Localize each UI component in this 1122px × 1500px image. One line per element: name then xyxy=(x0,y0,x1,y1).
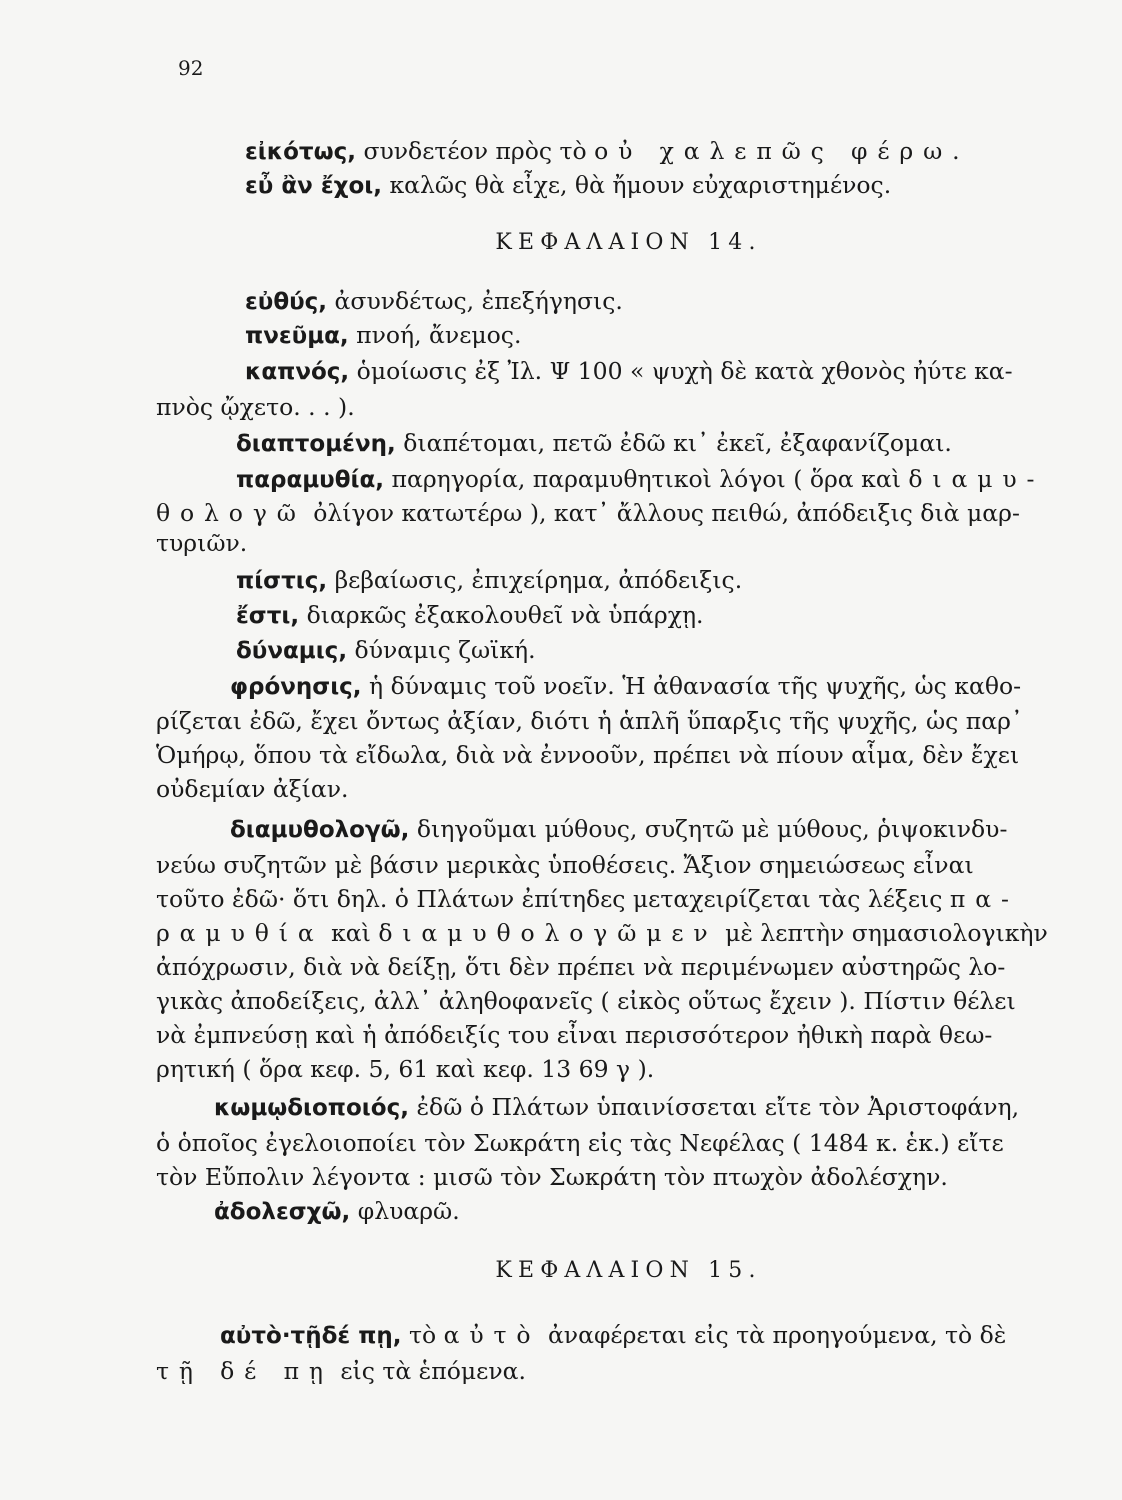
headword: εὖ ἂν ἔχοι, xyxy=(245,173,382,199)
spaced-term: θολογῶ xyxy=(156,499,306,527)
headword: ἀδολεσχῶ, xyxy=(214,1199,351,1225)
entry-phronesis xyxy=(230,671,1021,701)
headword: πνεῦμα, xyxy=(245,323,349,349)
gloss: ἀναφέρεται εἰς τὰ προηγούμενα, τὸ δὲ xyxy=(547,1321,1007,1349)
spaced-term: αὐτὸ xyxy=(443,1321,541,1349)
text-line: τὸν Εὔπολιν λέγοντα : μισῶ τὸν Σωκράτη τὸν πτωχὸν ἀδολέσχην. xyxy=(156,1163,948,1191)
gloss: δύναμις ζωϊκή. xyxy=(354,636,536,664)
text-line: Ὁμήρῳ, ὅπου τὰ εἴδωλα, διὰ νὰ ἐννοοῦν, πρέπει νὰ πίουν αἷμα, δὲν ἔχει xyxy=(156,741,1020,769)
text-line: νεύω συζητῶν μὲ βάσιν μερικὰς ὑποθέσεις. Ἄξιον σημειώσεως εἶναι xyxy=(156,851,974,879)
text-line: πνὸς ᾤχετο. . . ). xyxy=(156,393,355,421)
headword: πίστις, xyxy=(236,568,328,594)
gloss: βεβαίωσις, ἐπιχείρημα, ἀπόδειξις. xyxy=(334,566,743,594)
spaced-term: διαμυ- xyxy=(908,465,1045,493)
gloss: ἐδῶ ὁ Πλάτων ὑπαινίσσεται εἴτε τὸν Ἀριστοφάνη, xyxy=(416,1093,1020,1121)
gloss: τοῦτο ἐδῶ· ὅτι δηλ. ὁ Πλάτων ἐπίτηδες μεταχειρίζεται τὰς λέξεις xyxy=(156,885,943,913)
entry-diaptomene xyxy=(236,428,952,458)
gloss: εἰς τὰ ἑπόμενα. xyxy=(340,1357,526,1385)
text-line: ρητική ( ὅρα κεφ. 5, 61 καὶ κεφ. 13 69 γ ). xyxy=(156,1055,655,1083)
gloss: φλυαρῶ. xyxy=(357,1197,460,1225)
entry-pistis xyxy=(236,565,742,595)
entry-adoleschο xyxy=(214,1196,460,1226)
spaced-term: τῇ δέ πῃ xyxy=(156,1357,333,1385)
gloss: ὀλίγον κατωτέρω ), κατ᾽ ἄλλους πειθώ, ἀπόδειξις διὰ μαρ- xyxy=(313,499,1020,527)
gloss: διαπέτομαι, πετῶ ἐδῶ κι᾽ ἐκεῖ, ἐξαφανίζομαι. xyxy=(403,429,952,457)
chapter-heading-14: ΚΕΦΑΛΑΙΟΝ 14. xyxy=(495,230,762,255)
gloss: καὶ xyxy=(331,919,371,947)
gloss: διηγοῦμαι μύθους, συζητῶ μὲ μύθους, ῥιψοκινδυ- xyxy=(416,815,1008,843)
chapter-heading-15: ΚΕΦΑΛΑΙΟΝ 15. xyxy=(495,1258,762,1283)
gloss: τὸ xyxy=(409,1321,437,1349)
entry-paramythia xyxy=(236,464,1044,494)
headword: ἔστι, xyxy=(236,603,300,629)
text-line xyxy=(156,1356,526,1386)
text-line: οὐδεμίαν ἀξίαν. xyxy=(156,775,349,803)
entry-pneuma xyxy=(245,320,521,350)
text-line: νὰ ἐμπνεύσῃ καὶ ἡ ἀπόδειξίς του εἶναι περισσότερον ἠθικὴ παρὰ θεω- xyxy=(156,1021,993,1049)
text-line xyxy=(156,498,1020,528)
headword: εἰκότως, xyxy=(245,139,356,165)
entry-dynamis xyxy=(236,635,536,665)
entry-diamythologo xyxy=(230,814,1007,844)
headword: παραμυθία, xyxy=(236,467,385,493)
gloss: παρηγορία, παραμυθητικοὶ λόγοι ( ὅρα καὶ xyxy=(391,465,901,493)
entry-auto-tede-pe xyxy=(220,1320,1006,1350)
gloss: ἡ δύναμις τοῦ νοεῖν. Ἡ ἀθανασία τῆς ψυχῆς, ὡς καθο- xyxy=(369,672,1022,700)
gloss: συνδετέον πρὸς τὸ xyxy=(363,137,587,165)
headword: διαπτομένη, xyxy=(236,431,396,457)
headword: δύναμις, xyxy=(236,638,348,664)
gloss: ὁμοίωσις ἐξ Ἰλ. Ψ 100 « ψυχὴ δὲ κατὰ χθονὸς ἠύτε κα- xyxy=(356,357,1013,385)
gloss: ἀσυνδέτως, ἐπεξήγησις. xyxy=(334,287,623,315)
gloss: μὲ λεπτὴν σημασιολογικὴν xyxy=(725,919,1048,947)
page-number: 92 xyxy=(178,56,204,80)
text-line: ἀπόχρωσιν, διὰ νὰ δείξῃ, ὅτι δὲν πρέπει νὰ περιμένωμεν αὐστηρῶς λο- xyxy=(156,953,1006,981)
spaced-quote: οὐ χαλεπῶς φέρω. xyxy=(594,137,970,165)
spaced-term: διαμυθολογῶμεν xyxy=(378,919,718,947)
headword: διαμυθολογῶ, xyxy=(230,817,410,843)
entry-eikotos xyxy=(245,136,969,166)
headword: καπνός, xyxy=(245,359,350,385)
headword: αὐτὸ·τῇδέ πῃ, xyxy=(220,1323,402,1349)
headword: εὐθύς, xyxy=(245,289,328,315)
text-line: ὁ ὁποῖος ἐγελοιοποίει τὸν Σωκράτη εἰς τὰς Νεφέλας ( 1484 κ. ἑκ.) εἴτε xyxy=(156,1129,1004,1157)
entry-eu-an-echoi xyxy=(245,170,891,200)
text-line xyxy=(156,918,1048,948)
text-line: γικὰς ἀποδείξεις, ἀλλ᾽ ἀληθοφανεῖς ( εἰκὸς οὕτως ἔχειν ). Πίστιν θέλει xyxy=(156,987,1016,1015)
entry-euthys xyxy=(245,286,623,316)
headword: κωμῳδιοποιός, xyxy=(214,1095,409,1121)
headword: φρόνησις, xyxy=(230,674,362,700)
gloss: καλῶς θὰ εἶχε, θὰ ἤμουν εὐχαριστημένος. xyxy=(389,171,892,199)
entry-kapnos xyxy=(245,356,1013,386)
gloss: πνοή, ἄνεμος. xyxy=(356,321,522,349)
text-line: τυριῶν. xyxy=(156,529,248,557)
entry-komodiopoios xyxy=(214,1092,1019,1122)
text-line xyxy=(156,884,1019,914)
spaced-term: ραμυθία xyxy=(156,919,324,947)
spaced-term: πα- xyxy=(949,885,1019,913)
text-line: ρίζεται ἐδῶ, ἔχει ὄντως ἀξίαν, διότι ἡ ἁπλῆ ὕπαρξις τῆς ψυχῆς, ὡς παρ᾽ xyxy=(156,707,1023,735)
gloss: διαρκῶς ἐξακολουθεῖ νὰ ὑπάρχῃ. xyxy=(306,601,704,629)
entry-esti xyxy=(236,600,704,630)
